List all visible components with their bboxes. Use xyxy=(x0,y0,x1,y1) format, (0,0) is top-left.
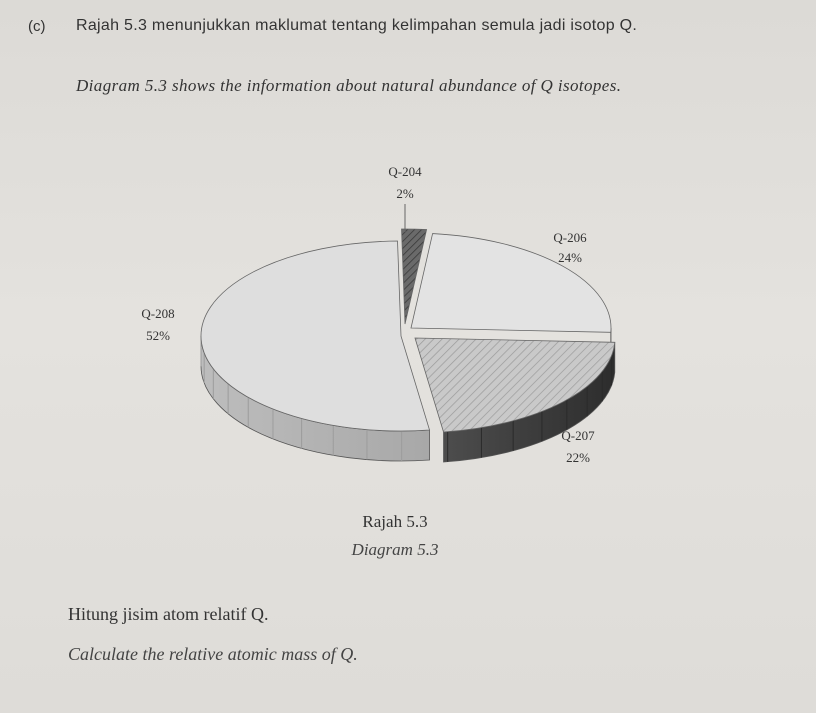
slice-label-q-207: Q-207 xyxy=(561,428,595,443)
slice-label-q-208: Q-208 xyxy=(141,306,175,321)
task-english: Calculate the relative atomic mass of Q. xyxy=(68,644,358,664)
slice-value-q-206: 24% xyxy=(558,250,582,265)
slice-label-q-206: Q-206 xyxy=(553,230,587,245)
pie-slices xyxy=(201,229,615,462)
slice-value-q-208: 52% xyxy=(146,328,170,343)
question-number: (c) xyxy=(28,18,46,35)
caption-english: Diagram 5.3 xyxy=(351,540,439,559)
pie-slice-q-206 xyxy=(411,234,611,333)
question-text-english: Diagram 5.3 shows the information about natural abundance of Q isotopes. xyxy=(76,76,622,95)
slice-value-q-204: 2% xyxy=(396,186,414,201)
task-malay: Hitung jisim atom relatif Q. xyxy=(68,604,269,624)
slice-label-q-204: Q-204 xyxy=(388,164,422,179)
question-text-malay: Rajah 5.3 menunjukkan maklumat tentang kelimpahan semula jadi isotop Q. xyxy=(76,17,638,34)
caption-malay: Rajah 5.3 xyxy=(362,512,428,531)
slice-value-q-207: 22% xyxy=(566,450,590,465)
